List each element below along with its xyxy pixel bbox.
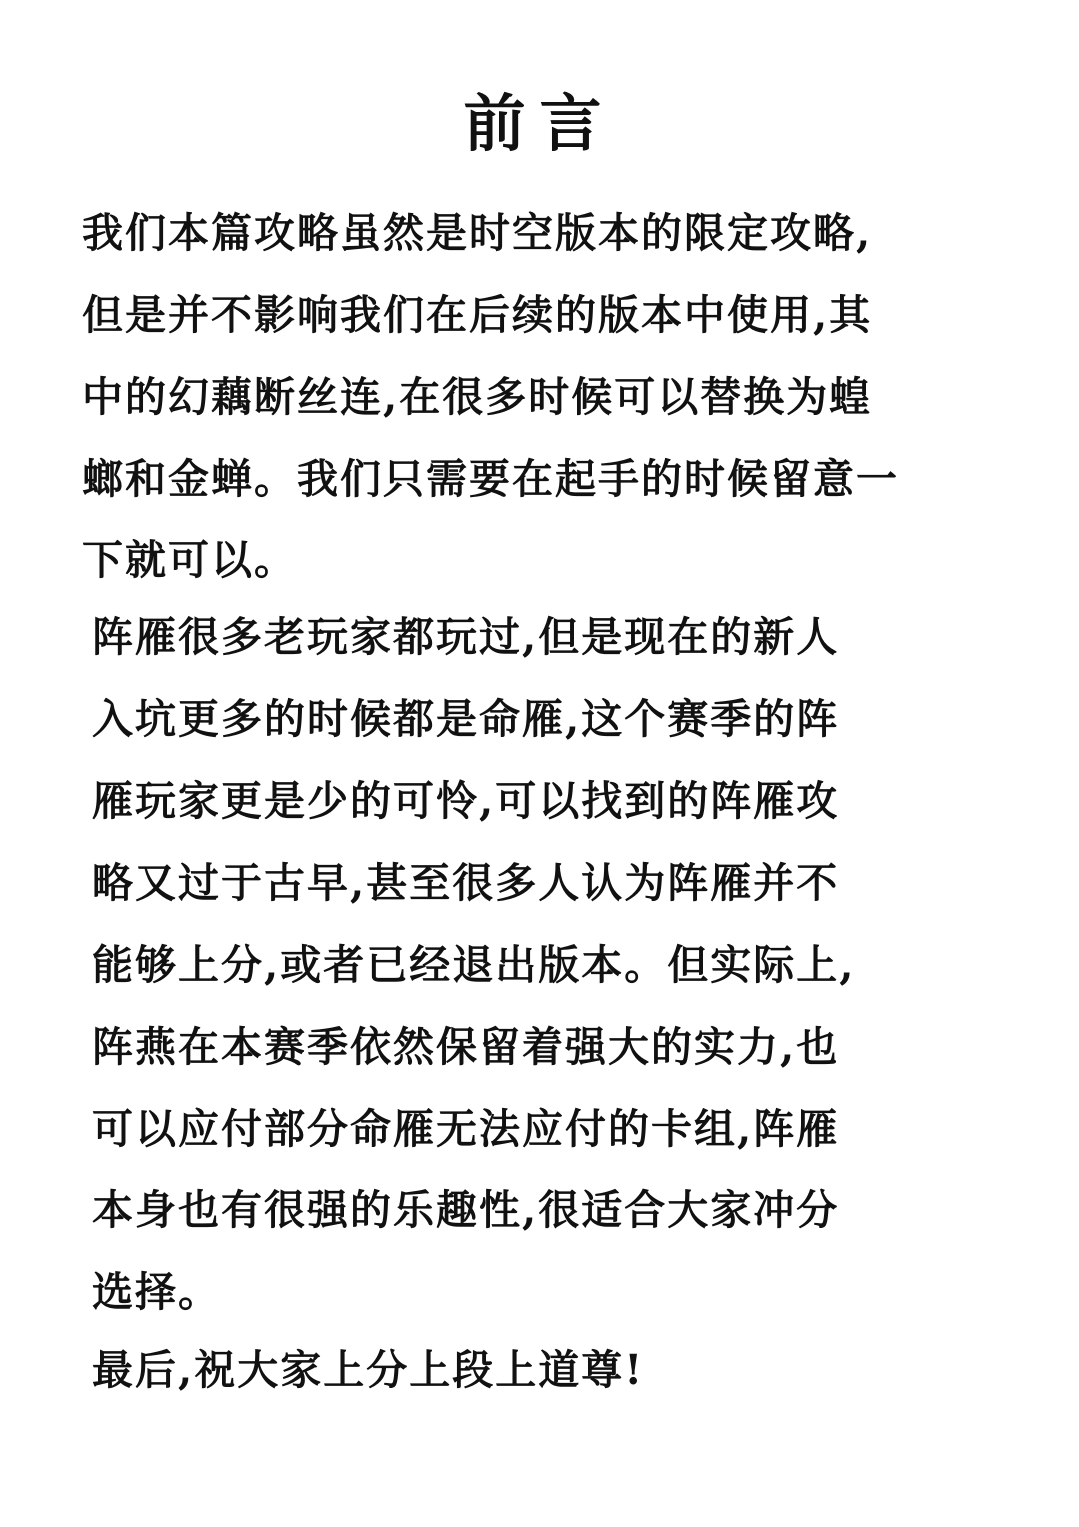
- paragraph-line: 雁玩家更是少的可怜,可以找到的阵雁攻: [92, 777, 840, 825]
- page-title: 前言: [463, 87, 616, 160]
- paragraph-line: 本身也有很强的乐趣性,很适合大家冲分: [92, 1186, 840, 1234]
- paragraph-line: 选择。: [92, 1268, 221, 1316]
- paragraph-line: 入坑更多的时候都是命雁,这个赛季的阵: [92, 695, 840, 743]
- paragraph-line: 螂和金蝉。我们只需要在起手的时候留意一: [82, 455, 899, 503]
- paragraph-line: 但是并不影响我们在后续的版本中使用,其: [82, 291, 873, 339]
- paragraph-line: 我们本篇攻略虽然是时空版本的限定攻略,: [82, 209, 873, 257]
- paragraph-line: 下就可以。: [82, 536, 297, 584]
- paragraph-line: 能够上分,或者已经退出版本。但实际上,: [92, 941, 856, 989]
- paragraph-line: 略又过于古早,甚至很多人认为阵雁并不: [92, 859, 840, 907]
- paragraph-line: 最后,祝大家上分上段上道尊!: [92, 1346, 645, 1394]
- paragraph-line: 阵燕在本赛季依然保留着强大的实力,也: [92, 1023, 840, 1071]
- paragraph-line: 阵雁很多老玩家都玩过,但是现在的新人: [92, 613, 840, 661]
- paragraph-line: 中的幻藕断丝连,在很多时候可以替换为蝗: [82, 373, 873, 421]
- paragraph-line: 可以应付部分命雁无法应付的卡组,阵雁: [92, 1105, 840, 1153]
